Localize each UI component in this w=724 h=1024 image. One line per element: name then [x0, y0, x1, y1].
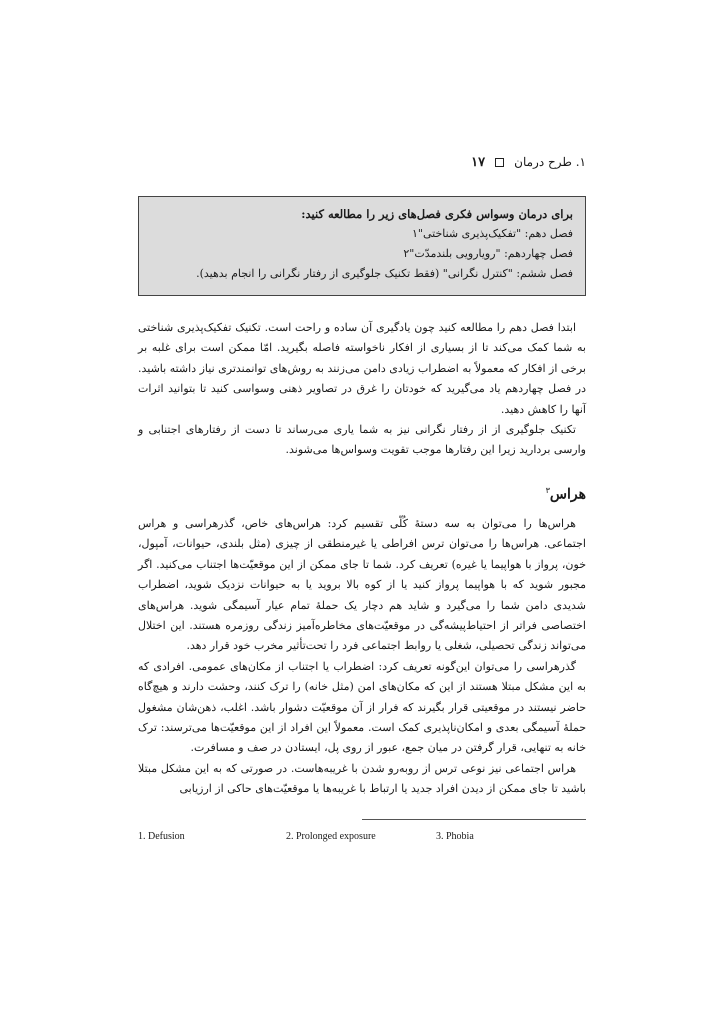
reading-guide-item: فصل چهاردهم: "رویارویی بلندمدّت"۲: [403, 247, 573, 260]
intro-text: [138, 318, 586, 461]
paragraph: گذرهراسی را می‌توان این‌گونه تعریف کرد: اضطراب یا اجتناب از مکان‌های عمومی. افرادی که به این مشکل مبتلا هستند از این که مکان‌های امن (مثل خانه) را ترک کنند، وحشت دارند و هیچ‌گاه حاضر نیستند در موقعیتی قرار بگیرند که فرار از آن موقعیّت دشوار باشد. اغلب، ذهن‌شان مشغول حملهٔ آسیمگی بعدی و امکان‌ناپذیری کمک است. معمولاً این افراد از این موقعیّت‌ها می‌ترسند: ترک خانه به تنهایی، قرار گرفتن در میان جمع، عبور از روی پل، ایستادن در صف و مسافرت.: [138, 659, 586, 755]
running-header: [138, 152, 586, 172]
reading-guide-item: فصل ششم: "کنترل نگرانی" (فقط تکنیک جلوگیری از رفتار نگرانی را انجام بدهید).: [196, 267, 573, 280]
paragraph: ابتدا فصل دهم را مطالعه کنید چون یادگیری آن ساده و راحت است. تکنیک تفکیک‌پذیری شناختی به شما کمک می‌کند تا از بسیاری از افکار ناخواسته فاصله بگیرید. امّا ممکن است برای غلبه بر برخی از افکار که معمولاً به اضطراب زیادی دامن می‌زنند به روش‌های توانمندتری نیاز داشته باشید. در فصل چهاردهم یاد می‌گیرید که خودتان را غرق در تصاویر ذهنی وسواسی کنید تا بتوانید اثرات آنها را کاهش دهید.: [138, 321, 586, 416]
footnote-divider: [362, 819, 586, 820]
footnote: 2. Prolonged exposure: [286, 831, 376, 842]
reading-guide-item: فصل دهم: "تفکیک‌پذیری شناختی"۱: [411, 227, 573, 240]
reading-guide-box: [138, 196, 586, 296]
footnote: 1. Defusion: [138, 831, 185, 842]
separator-square-icon: [495, 158, 504, 167]
paragraph: هراس اجتماعی نیز نوعی ترس از روبه‌رو شدن با غریبه‌هاست. در صورتی که به این مشکل مبتلا باشید تا جای ممکن از دیدن افراد جدید یا ارتباط با غریبه‌ها یا موقعیّت‌های حاکی از ارزیابی: [138, 761, 586, 796]
section-title-text: هراس: [549, 486, 586, 503]
footnote: 3. Phobia: [436, 831, 474, 842]
section-heading: [546, 480, 586, 506]
paragraph: تکنیک جلوگیری از از رفتار نگرانی نیز به شما یاری می‌رساند تا دست از رفتارهای اجتنابی و وارسی بردارید زیرا این رفتارها موجب تقویت وسواس‌ها می‌شوند.: [138, 423, 586, 457]
phobia-text: [138, 514, 586, 800]
page-number: ۱۷: [471, 155, 486, 170]
reading-guide-title: برای درمان وسواس فکری فصل‌های زیر را مطالعه کنید:: [301, 207, 573, 221]
footnote-mark: ۳: [545, 486, 550, 495]
chapter-title: ۱. طرح درمان: [514, 155, 586, 169]
paragraph: هراس‌ها را می‌توان به سه دستهٔ کُلّی تقسیم کرد: هراس‌های خاص، گذرهراسی و هراس اجتماعی. هراس‌ها را می‌توان ترس افراطی یا غیرمنطقی از چیزی (مثل بلندی، حیوانات، آمپول، خون، پرواز با هواپیما یا غیره) تعریف کرد. شما تا جای ممکن از این موقعیّت‌ها اجتناب می‌کنید. اگر مجبور شوید که با هواپیما پرواز کنید یا از کوه بالا بروید یا به حیوانات نزدیک شوید، اضطراب شدیدی دامن شما را می‌گیرد و شاید هم دچار یک حملهٔ تمام عیار آسیمگی شوید. هراس‌های اختصاصی فراتر از احتیاط‌پیشه‌گی در موقعیّت‌های مخاطره‌آمیز زندگی روزمره هستند. این اختلال می‌تواند زندگی تحصیلی، شغلی یا روابط اجتماعی فرد را تحت‌تأثیر مخرب خود قرار دهد.: [138, 517, 586, 653]
